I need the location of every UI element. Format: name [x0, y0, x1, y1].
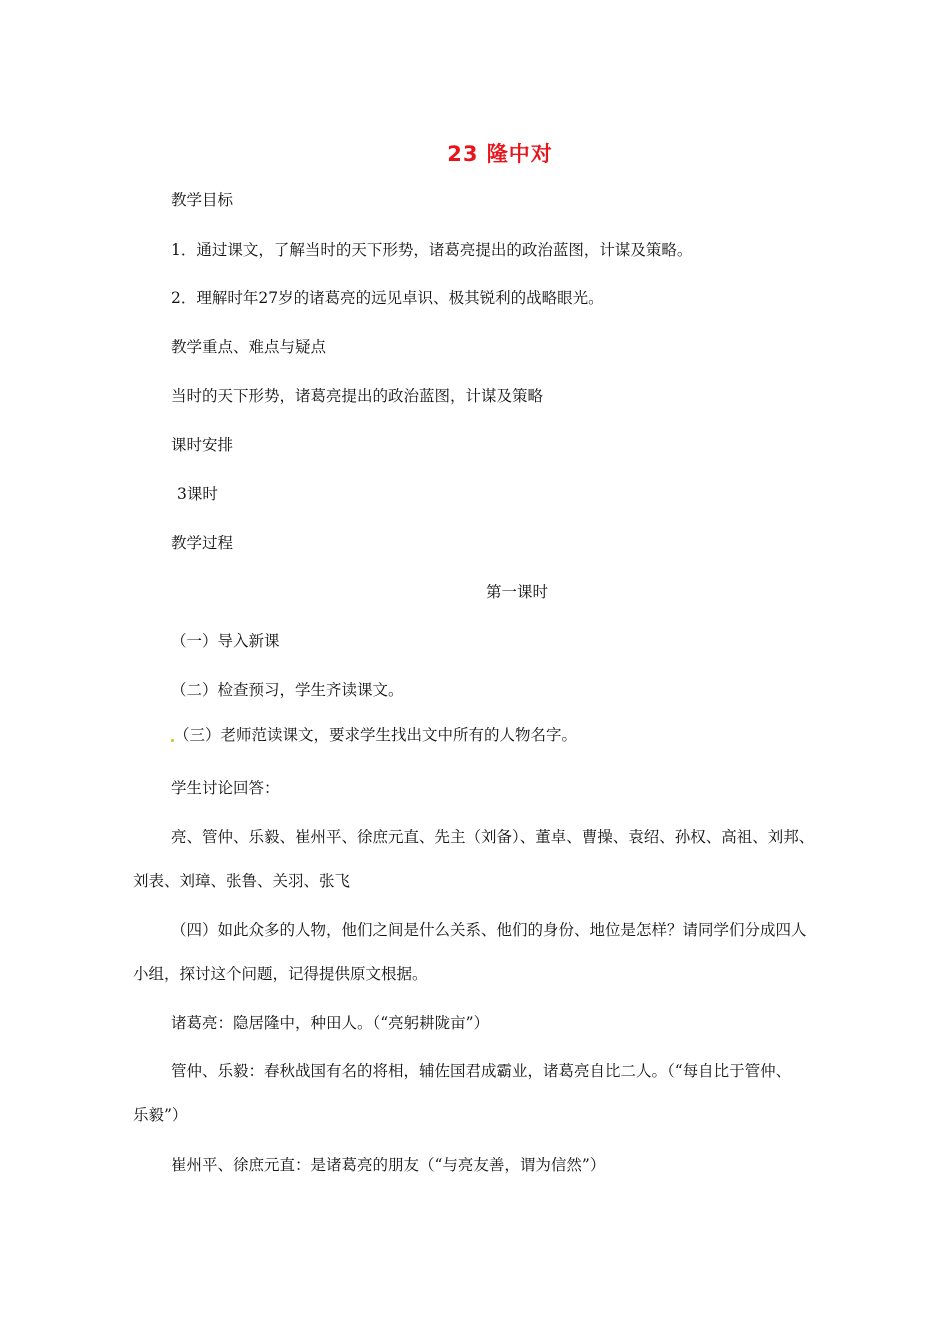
step-four-line-2: 小组，探讨这个问题，记得提供原文根据。	[133, 965, 428, 983]
step-one: （一）导入新课	[171, 632, 280, 650]
step-four-line-1: （四）如此众多的人物，他们之间是什么关系、他们的身份、地位是怎样？请同学们分成四人	[171, 921, 807, 939]
key-points-text: 当时的天下形势，诸葛亮提出的政治蓝图，计谋及策略	[171, 387, 544, 405]
character-guan-yue-line-1: 管仲、乐毅：春秋战国有名的将相，辅佐国君成霸业，诸葛亮自比二人。（“每自比于管仲、	[171, 1062, 792, 1080]
names-line-2: 刘表、刘璋、张鲁、关羽、张飞	[133, 872, 351, 890]
goal-item-2: 2．理解时年27岁的诸葛亮的远见卓识、极其锐利的战略眼光。	[171, 289, 604, 307]
heading-teaching-goals: 教学目标	[171, 191, 234, 209]
character-cui-xu: 崔州平、徐庶元直：是诸葛亮的朋友（“与亮友善，谓为信然”）	[171, 1156, 606, 1174]
heading-process: 教学过程	[171, 534, 234, 552]
character-guan-yue-line-2: 乐毅”）	[133, 1106, 188, 1124]
document-title: 23 隆中对	[447, 142, 553, 166]
step-two: （二）检查预习，学生齐读课文。	[171, 681, 404, 699]
step-three: （三）老师范读课文，要求学生找出文中所有的人物名字。	[174, 726, 578, 744]
heading-key-points: 教学重点、难点与疑点	[171, 338, 327, 356]
discussion-label: 学生讨论回答：	[171, 779, 280, 797]
schedule-text: 3课时	[177, 485, 218, 503]
heading-schedule: 课时安排	[171, 436, 234, 454]
lesson-one-heading: 第一课时	[485, 583, 548, 601]
character-zhuge: 诸葛亮：隐居隆中，种田人。（“亮躬耕陇亩”）	[171, 1014, 490, 1032]
goal-item-1: 1．通过课文，了解当时的天下形势，诸葛亮提出的政治蓝图，计谋及策略。	[171, 241, 693, 259]
names-line-1: 亮、管仲、乐毅、崔州平、徐庶元直、先主（刘备）、董卓、曹操、袁绍、孙权、高祖、刘邦、	[171, 828, 815, 846]
